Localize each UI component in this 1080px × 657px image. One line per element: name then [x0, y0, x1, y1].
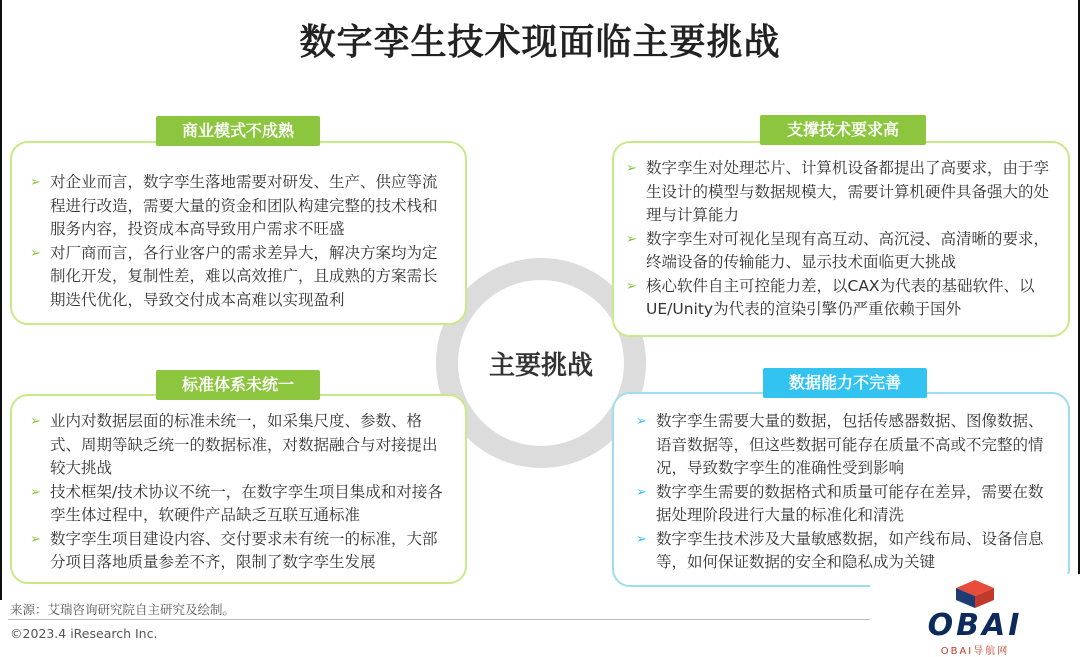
bullet-list-standards: [30, 410, 452, 575]
center-label: 主要挑战: [488, 350, 593, 381]
page-title: 数字孪生技术现面临主要挑战: [299, 22, 781, 63]
list-item: ➢ 对企业而言，数字孪生落地需要对研发、生产、供应等流程进行改造，需要大量的资金和团队构建完整的技术栈和服务内容，投资成本高导致用户需求不旺盛: [30, 171, 452, 242]
list-item: ➢ 数字孪生项目建设内容、交付要求未有统一的标准，大部分项目落地质量参差不齐，限制了数字孪生发展: [30, 528, 452, 575]
bullet-list-tech-requirements: [626, 157, 1056, 322]
panel-label-standards: 标准体系未统一: [156, 370, 320, 400]
bullet-list-data-capability: [636, 410, 1056, 575]
frame-left-line: [0, 0, 2, 600]
list-item: ➢ 核心软件自主可控能力差，以CAX为代表的基础软件、以UE/Unity为代表的渲染引擎仍严重依赖于国外: [626, 275, 1056, 322]
cube-logo-icon: [950, 578, 1000, 610]
watermark-sub-text: OBAI导航网: [940, 646, 1010, 657]
panel-label-data-capability: 数据能力不完善: [763, 368, 927, 398]
list-item: ➢ 业内对数据层面的标准未统一，如采集尺度、参数、格式、周期等缺乏统一的数据标准，对数据融合与对接提出较大挑战: [30, 410, 452, 481]
list-item: ➢ 数字孪生对可视化呈现有高互动、高沉浸、高清晰的要求，终端设备的传输能力、显示技术面临更大挑战: [626, 228, 1056, 275]
panel-label-tech-requirements: 支撑技术要求高: [760, 115, 926, 145]
watermark-main-text: OBAI: [927, 608, 1023, 643]
bullet-list-business-model: [30, 171, 452, 312]
list-item: ➢ 数字孪生需要大量的数据，包括传感器数据、图像数据、语音数据等，但这些数据可能存在质量不高或不完整的情况，导致数字孪生的准确性受到影响: [636, 410, 1056, 481]
source-note: 来源：艾瑞咨询研究院自主研究及绘制。: [10, 602, 236, 617]
list-item: ➢ 数字孪生技术涉及大量敏感数据，如产线布局、设备信息等，如何保证数据的安全和隐私成为关键: [636, 528, 1056, 575]
copyright-text: ©2023.4 iResearch Inc.: [10, 626, 158, 641]
list-item: ➢ 数字孪生对处理芯片、计算机设备都提出了高要求，由于孪生设计的模型与数据规模大，需要计算机硬件具备强大的处理与计算能力: [626, 157, 1056, 228]
list-item: ➢ 数字孪生需要的数据格式和质量可能存在差异，需要在数据处理阶段进行大量的标准化和清洗: [636, 481, 1056, 528]
footer-divider: [8, 619, 908, 620]
list-item: ➢ 对厂商而言，各行业客户的需求差异大，解决方案均为定制化开发，复制性差，难以高效推广，且成熟的方案需长期迭代优化，导致交付成本高难以实现盈利: [30, 242, 452, 313]
panel-label-business-model: 商业模式不成熟: [156, 116, 320, 146]
list-item: ➢ 技术框架/技术协议不统一，在数字孪生项目集成和对接各孪生体过程中，软硬件产品缺乏互联互通标准: [30, 481, 452, 528]
watermark-logo: [870, 574, 1080, 656]
